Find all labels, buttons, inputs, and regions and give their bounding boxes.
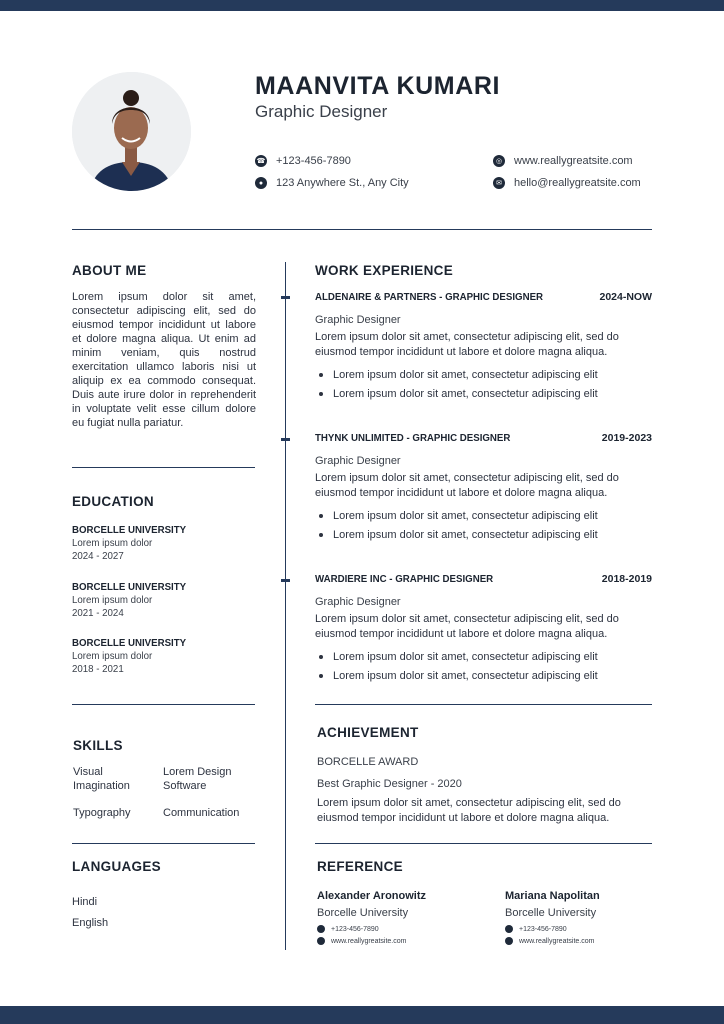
contact-address-text: 123 Anywhere St., Any City [276,177,409,189]
phone-icon: ☎ [255,155,267,167]
reference-website [317,937,426,945]
reference-name: Alexander Aronowitz [317,890,426,902]
achievement-award [317,756,652,768]
education-detail: Lorem ipsum dolor [72,651,153,662]
globe-icon: ◎ [493,155,505,167]
job-role: Graphic Designer [315,596,401,608]
reference-website [505,937,600,945]
job-years: 2018-2019 [601,573,652,585]
education-divider [72,704,255,705]
education-school: BORCELLE UNIVERSITY [72,525,187,536]
language-item: English [72,917,109,929]
job-role: Graphic Designer [315,314,401,326]
skill-item: Typography [73,807,131,819]
achievement-description [317,796,652,825]
job-entry [315,291,652,406]
job-company: WARDIERE INC - GRAPHIC DESIGNER [315,574,494,585]
job-entry [315,432,652,547]
contact-address [255,177,409,189]
timeline-marker [281,438,290,441]
reference-phone-text: +123-456-7890 [331,925,379,933]
reference-name: Mariana Napolitan [505,890,600,902]
skill-item: Communication [163,807,240,819]
language-item: Hindi [72,896,98,908]
education-item [72,638,186,675]
education-school: BORCELLE UNIVERSITY [72,638,187,649]
contact-phone-text: +123-456-7890 [276,155,351,167]
globe-icon [505,937,513,945]
job-bullet: Lorem ipsum dolor sit amet, consectetur adipiscing elit [315,510,652,529]
phone-icon [317,925,325,933]
achievement-divider [315,843,652,844]
education-item [72,525,186,562]
education-heading: EDUCATION [72,494,154,509]
header-divider [72,229,652,230]
job-bullet: Lorem ipsum dolor sit amet, consectetur adipiscing elit [315,651,652,670]
education-detail: Lorem ipsum dolor [72,538,153,549]
job-years: 2019-2023 [601,432,652,444]
job-description: Lorem ipsum dolor sit amet, consectetur adipiscing elit, sed do eiusmod tempor incididunt ut labore et dolore magna aliqua. [315,472,619,499]
about-heading: ABOUT ME [72,263,147,278]
about-text: Lorem ipsum dolor sit amet, consectetur adipiscing elit, sed do eiusmod tempor incididunt ut labore et dolore magna aliqua. Ut enim ad minim veniam, quis nostrud exercitation ullamco laboris nisi ut aliquip ex ea commodo consequat. Duis aute irure dolor in reprehenderit in voluptate velit esse cillum dolore eu fugiat nulla pariatur. [72,291,256,429]
education-years: 2021 - 2024 [72,608,124,619]
reference-entry [317,890,426,945]
column-divider [285,262,286,950]
languages-heading: LANGUAGES [72,859,161,874]
contact-email-text: hello@reallygreatsite.com [514,177,641,189]
job-company: ALDENAIRE & PARTNERS - GRAPHIC DESIGNER [315,292,544,303]
skills-divider [72,843,255,844]
profile-photo [72,72,191,191]
job-entry [315,573,652,688]
location-pin-icon: ● [255,177,267,189]
job-years: 2024-NOW [599,291,652,303]
education-years: 2018 - 2021 [72,664,124,675]
skill-item: Visual Imagination [73,766,130,792]
achievement-description-text: Lorem ipsum dolor sit amet, consectetur adipiscing elit, sed do eiusmod tempor incididunt ut labore et dolore magna aliqua. [317,797,621,824]
reference-website-text: www.reallygreatsite.com [331,937,407,945]
job-bullet: Lorem ipsum dolor sit amet, consectetur adipiscing elit [315,670,652,689]
job-bullet: Lorem ipsum dolor sit amet, consectetur adipiscing elit [315,529,652,548]
reference-org: Borcelle University [317,907,409,919]
reference-org: Borcelle University [505,907,597,919]
contact-email [493,177,641,189]
job-bullet: Lorem ipsum dolor sit amet, consectetur adipiscing elit [315,369,652,388]
contact-website [493,155,633,167]
about-divider [72,467,255,468]
reference-phone [505,925,600,933]
job-description: Lorem ipsum dolor sit amet, consectetur adipiscing elit, sed do eiusmod tempor incididunt ut labore et dolore magna aliqua. [315,613,619,640]
skill-item: Lorem Design Software [163,766,232,792]
reference-phone [317,925,426,933]
timeline-marker [281,296,290,299]
job-role: Graphic Designer [315,455,401,467]
contact-website-text: www.reallygreatsite.com [514,155,633,167]
bottom-accent-bar [0,1006,724,1024]
education-school: BORCELLE UNIVERSITY [72,582,187,593]
top-accent-bar [0,0,724,11]
reference-heading: REFERENCE [317,859,403,874]
email-icon: ✉ [493,177,505,189]
contact-phone [255,155,351,167]
work-divider [315,704,652,705]
job-company: THYNK UNLIMITED - GRAPHIC DESIGNER [315,433,511,444]
phone-icon [505,925,513,933]
achievement-detail [317,778,652,790]
candidate-name: MAANVITA KUMARI [255,72,501,100]
education-detail: Lorem ipsum dolor [72,595,153,606]
timeline-marker [281,579,290,582]
achievement-detail-text: Best Graphic Designer - 2020 [317,778,462,790]
job-bullet: Lorem ipsum dolor sit amet, consectetur adipiscing elit [315,388,652,407]
job-description: Lorem ipsum dolor sit amet, consectetur adipiscing elit, sed do eiusmod tempor incididunt ut labore et dolore magna aliqua. [315,331,619,358]
education-years: 2024 - 2027 [72,551,124,562]
achievement-heading: ACHIEVEMENT [317,725,419,740]
skills-heading: SKILLS [73,738,123,753]
education-item [72,582,186,619]
reference-phone-text: +123-456-7890 [519,925,567,933]
reference-website-text: www.reallygreatsite.com [519,937,595,945]
achievement-award-name: BORCELLE AWARD [317,756,419,768]
candidate-title: Graphic Designer [255,102,388,121]
globe-icon [317,937,325,945]
reference-entry [505,890,600,945]
work-heading: WORK EXPERIENCE [315,263,454,278]
